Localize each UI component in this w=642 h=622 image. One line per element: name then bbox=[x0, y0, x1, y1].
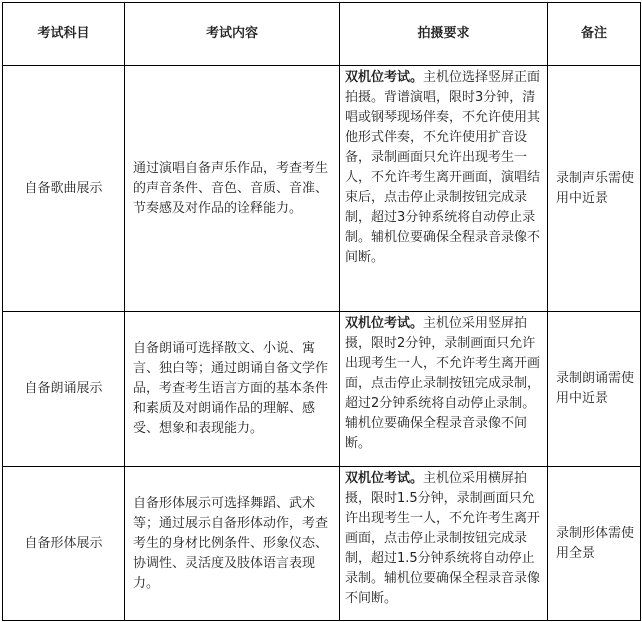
requirements-cell bbox=[340, 66, 548, 312]
header-notes: 备注 bbox=[548, 3, 641, 66]
exam-requirements-table bbox=[2, 2, 641, 621]
note-cell: 录制形体需使用全景 bbox=[548, 467, 641, 621]
table-header-row bbox=[3, 3, 641, 66]
header-subject: 考试科目 bbox=[3, 3, 125, 66]
subject-cell: 自备形体展示 bbox=[3, 467, 125, 621]
requirements-lead: 双机位考试。 bbox=[345, 471, 424, 486]
requirements-text: 主机位采用竖屏拍摄，限时2分钟，录制画面只允许出现考生一人，不允许考生离开画面，点击停止录制按钮完成录制，超过2分钟系统将自动停止录制。辅机位要确保全程录音录像不间断。 bbox=[345, 316, 541, 451]
requirements-cell bbox=[340, 312, 548, 467]
table-row bbox=[3, 66, 641, 312]
note-cell: 录制朗诵需使用中近景 bbox=[548, 312, 641, 467]
requirements-lead: 双机位考试。 bbox=[345, 70, 424, 85]
requirements-text: 主机位选择竖屏正面拍摄。背谱演唱，限时3分钟，清唱或钢琴现场伴奏，不允许使用其他形式伴奏，不允许使用扩音设备，录制画面只允许出现考生一人，不允许考生离开画面，演唱结束后，点击停止录制按钮完成录制，超过3分钟系统将自动停止录制。辅机位要确保全程录音录像不间断。 bbox=[345, 70, 541, 265]
requirements-cell bbox=[340, 467, 548, 621]
table-row bbox=[3, 467, 641, 621]
table-row bbox=[3, 312, 641, 467]
requirements-lead: 双机位考试。 bbox=[345, 316, 424, 331]
content-cell: 自备朗诵可选择散文、小说、寓言、独白等；通过朗诵自备文学作品，考查考生语言方面的基本条件和素质及对朗诵作品的理解、感受、想象和表现能力。 bbox=[125, 312, 340, 467]
content-cell: 通过演唱自备声乐作品，考查考生的声音条件、音色、音质、音准、节奏感及对作品的诠释能力。 bbox=[125, 66, 340, 312]
subject-cell: 自备朗诵展示 bbox=[3, 312, 125, 467]
note-cell: 录制声乐需使用中近景 bbox=[548, 66, 641, 312]
header-content: 考试内容 bbox=[125, 3, 340, 66]
header-requirements: 拍摄要求 bbox=[340, 3, 548, 66]
requirements-text: 主机位采用横屏拍摄，限时1.5分钟，录制画面只允许出现考生一人，不允许考生离开画面，点击停止录制按钮完成录制，超过1.5分钟系统将自动停止录制。辅机位要确保全程录音录像不间断。 bbox=[345, 471, 541, 606]
content-cell: 自备形体展示可选择舞蹈、武术等；通过展示自备形体动作，考查考生的身材比例条件、形象仪态、协调性、灵活度及肢体语言表现力。 bbox=[125, 467, 340, 621]
subject-cell: 自备歌曲展示 bbox=[3, 66, 125, 312]
